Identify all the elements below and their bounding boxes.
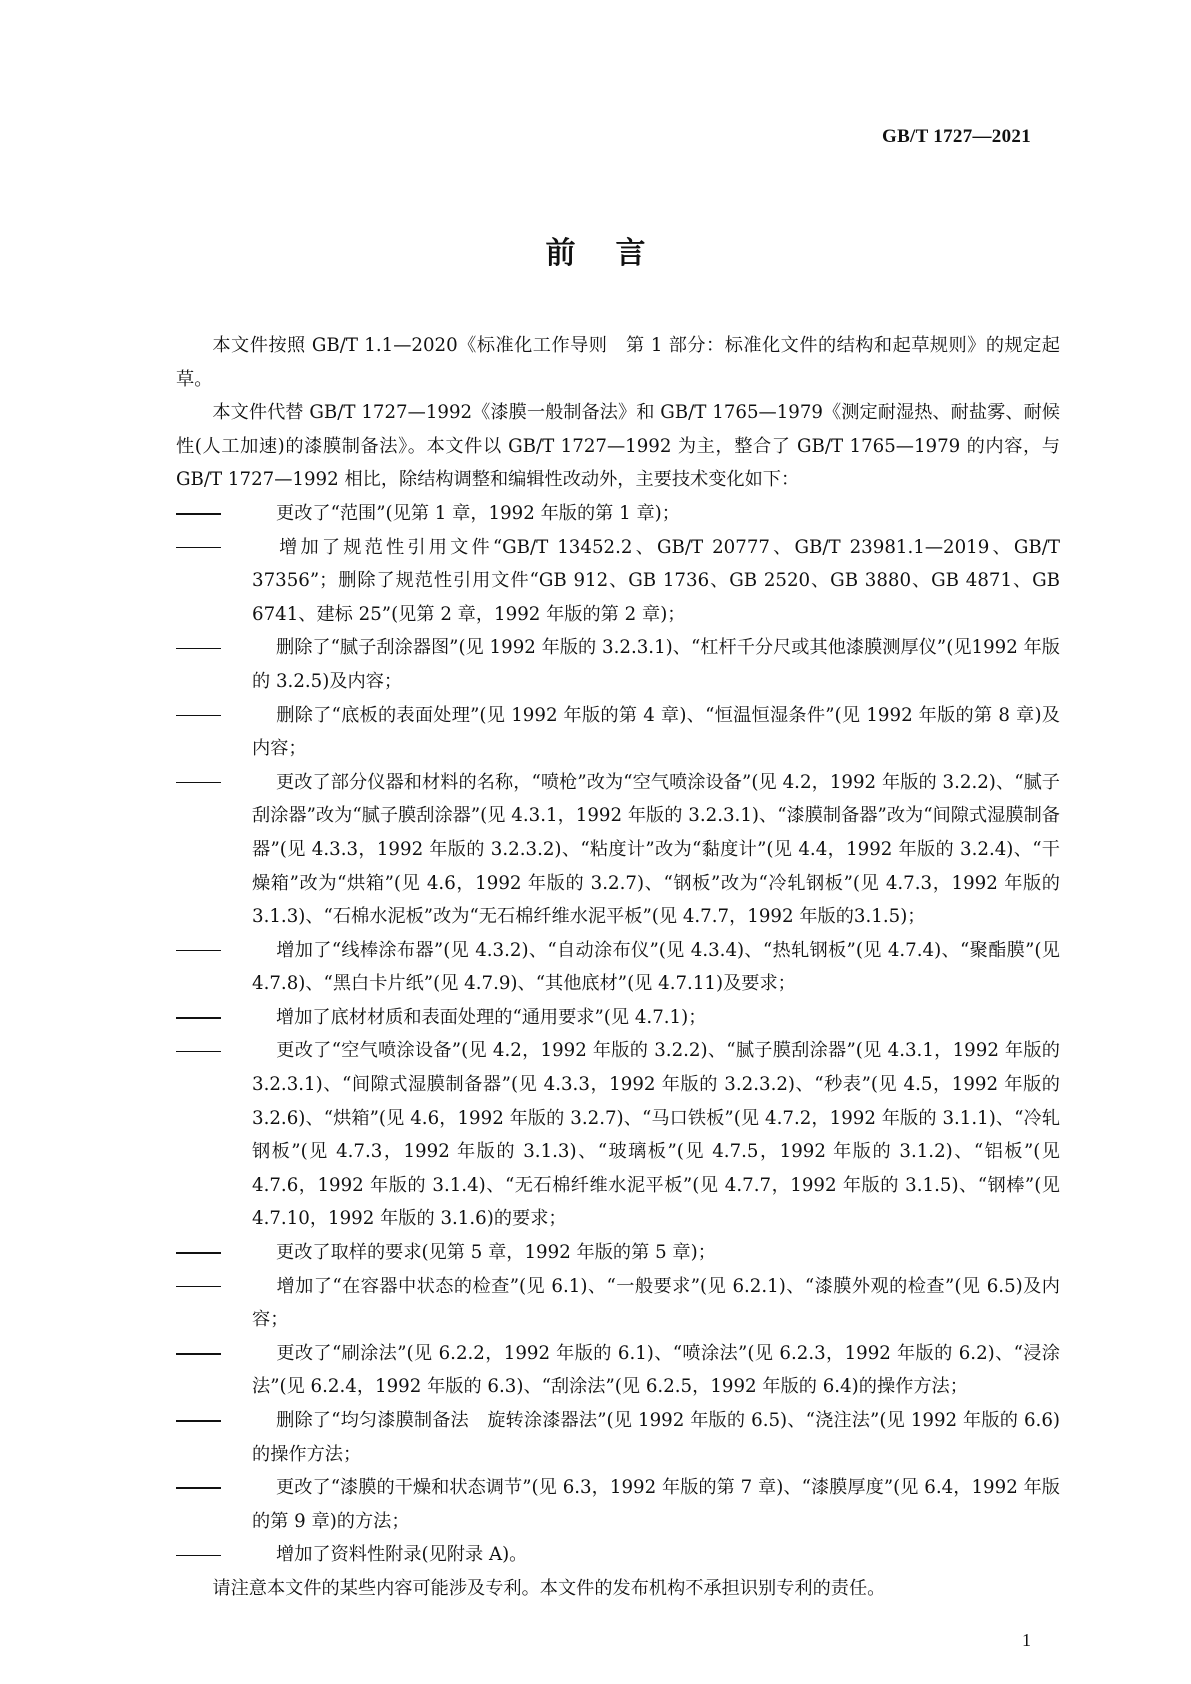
patent-notice: 请注意本文件的某些内容可能涉及专利。本文件的发布机构不承担识别专利的责任。 — [212, 1577, 886, 1599]
page-number: 1 — [1022, 1630, 1031, 1650]
dash-marker — [176, 1001, 252, 1035]
change-item — [176, 699, 1060, 766]
dash-marker — [176, 497, 252, 531]
change-item — [176, 531, 1060, 632]
change-item — [176, 1236, 1060, 1270]
change-item — [176, 766, 1060, 934]
page-title: 前言 — [545, 236, 686, 271]
paragraph: 本文件按照 GB/T 1.1—2020《标准化工作导则 第 1 部分：标准化文件的结构和起草规则》的规定起草。 — [176, 335, 1060, 390]
change-item — [176, 1034, 1060, 1236]
change-text: 删除了“均匀漆膜制备法 旋转涂漆器法”(见 1992 年版的 6.5)、“浇注法”(见 1992 年版的 6.6)的操作方法； — [252, 1410, 1060, 1465]
dash-marker — [176, 1034, 252, 1068]
change-text: 删除了“腻子刮涂器图”(见 1992 年版的 3.2.3.1)、“杠杆千分尺或其他漆膜测厚仪”(见1992 年版的 3.2.5)及内容； — [252, 637, 1060, 692]
change-item — [176, 1337, 1060, 1404]
dash-marker — [176, 1236, 252, 1270]
change-text: 更改了“空气喷涂设备”(见 4.2，1992 年版的 3.2.2)、“腻子膜刮涂器”(见 4.3.1，1992 年版的 3.2.3.1)、“间隙式湿膜制备器”(见 4.3.3，1992 年版的 3.2.3.2)、“秒表”(见 4.5，1992 年版的 3.2.6)、“烘箱”(见 4.6，1992 年版的 3.2.7)、“马口铁板”(见 4.7.2，1992 年版的 3.1.1)、“冷轧钢板”(见 4.7.3，1992 年版的 3.1.3)、“玻璃板”(见 4.7.5，1992 年版的 3.1.2)、“铝板”(见 4.7.6，1992 年版的 3.1.4)、“无石棉纤维水泥平板”(见 4.7.7，1992 年版的 3.1.5)、“钢棒”(见 4.7.10，1992 年版的 3.1.6)的要求； — [252, 1040, 1060, 1230]
change-text: 删除了“底板的表面处理”(见 1992 年版的第 4 章)、“恒温恒湿条件”(见 1992 年版的第 8 章)及内容； — [252, 704, 1060, 760]
dash-marker — [176, 1538, 252, 1572]
change-item — [176, 1404, 1060, 1471]
dash-marker — [176, 1471, 252, 1505]
change-text: 更改了“刷涂法”(见 6.2.2，1992 年版的 6.1)、“喷涂法”(见 6.2.3，1992 年版的 6.2)、“浸涂法”(见 6.2.4，1992 年版的 6.3)、“刮涂法”(见 6.2.5，1992 年版的 6.4)的操作方法； — [252, 1342, 1060, 1398]
change-text: 增加了规范性引用文件“GB/T 13452.2、GB/T 20777、GB/T 23981.1—2019、GB/T 37356”；删除了规范性引用文件“GB 912、GB 1736、GB 2520、GB 3880、GB 4871、GB 6741、建标 25”(见第 2 章，1992 年版的第 2 章)； — [252, 536, 1060, 625]
foreword-body — [176, 329, 1060, 1606]
dash-marker — [176, 1270, 252, 1304]
change-text: 增加了“线棒涂布器”(见 4.3.2)、“自动涂布仪”(见 4.3.4)、“热轧钢板”(见 4.7.4)、“聚酯膜”(见 4.7.8)、“黑白卡片纸”(见 4.7.9)、“其他底材”(见 4.7.11)及要求； — [252, 939, 1060, 995]
change-item — [176, 497, 1060, 531]
dash-marker — [176, 1404, 252, 1438]
change-item — [176, 934, 1060, 1001]
dash-marker — [176, 631, 252, 665]
change-text: 增加了资料性附录(见附录 A)。 — [276, 1544, 528, 1566]
dash-marker — [176, 531, 252, 565]
change-item — [176, 1471, 1060, 1538]
change-text: 增加了“在容器中状态的检查”(见 6.1)、“一般要求”(见 6.2.1)、“漆膜外观的检查”(见 6.5)及内容； — [252, 1275, 1060, 1331]
dash-marker — [176, 766, 252, 800]
paragraph: 本文件代替 GB/T 1727—1992《漆膜一般制备法》和 GB/T 1765—1979《测定耐湿热、耐盐雾、耐候性(人工加速)的漆膜制备法》。本文件以 GB/T 1727—1992 为主，整合了 GB/T 1765—1979 的内容，与 GB/T 1727—1992 相比，除结构调整和编辑性改动外，主要技术变化如下： — [176, 402, 1060, 491]
change-text: 更改了部分仪器和材料的名称，“喷枪”改为“空气喷涂设备”(见 4.2，1992 年版的 3.2.2)、“腻子刮涂器”改为“腻子膜刮涂器”(见 4.3.1，1992 年版的 3.2.3.1)、“漆膜制备器”改为“间隙式湿膜制备器”(见 4.3.3，1992 年版的 3.2.3.2)、“粘度计”改为“黏度计”(见 4.4，1992 年版的 3.2.4)、“干燥箱”改为“烘箱”(见 4.6，1992 年版的 3.2.7)、“钢板”改为“冷轧钢板”(见 4.7.3，1992 年版的 3.1.3)、“石棉水泥板”改为“无石棉纤维水泥平板”(见 4.7.7，1992 年版的3.1.5)； — [252, 771, 1060, 928]
dash-marker — [176, 1337, 252, 1371]
change-text: 更改了取样的要求(见第 5 章，1992 年版的第 5 章)； — [276, 1242, 716, 1264]
change-item — [176, 1270, 1060, 1337]
change-text: 更改了“漆膜的干燥和状态调节”(见 6.3，1992 年版的第 7 章)、“漆膜厚度”(见 6.4，1992 年版的第 9 章)的方法； — [252, 1477, 1060, 1532]
dash-marker — [176, 699, 252, 733]
change-text: 更改了“范围”(见第 1 章，1992 年版的第 1 章)； — [276, 502, 680, 524]
dash-marker — [176, 934, 252, 968]
standard-number: GB/T 1727—2021 — [881, 126, 1031, 147]
change-text: 增加了底材材质和表面处理的“通用要求”(见 4.7.1)； — [276, 1006, 707, 1028]
change-item — [176, 1538, 1060, 1572]
change-item — [176, 1001, 1060, 1035]
change-item — [176, 631, 1060, 698]
